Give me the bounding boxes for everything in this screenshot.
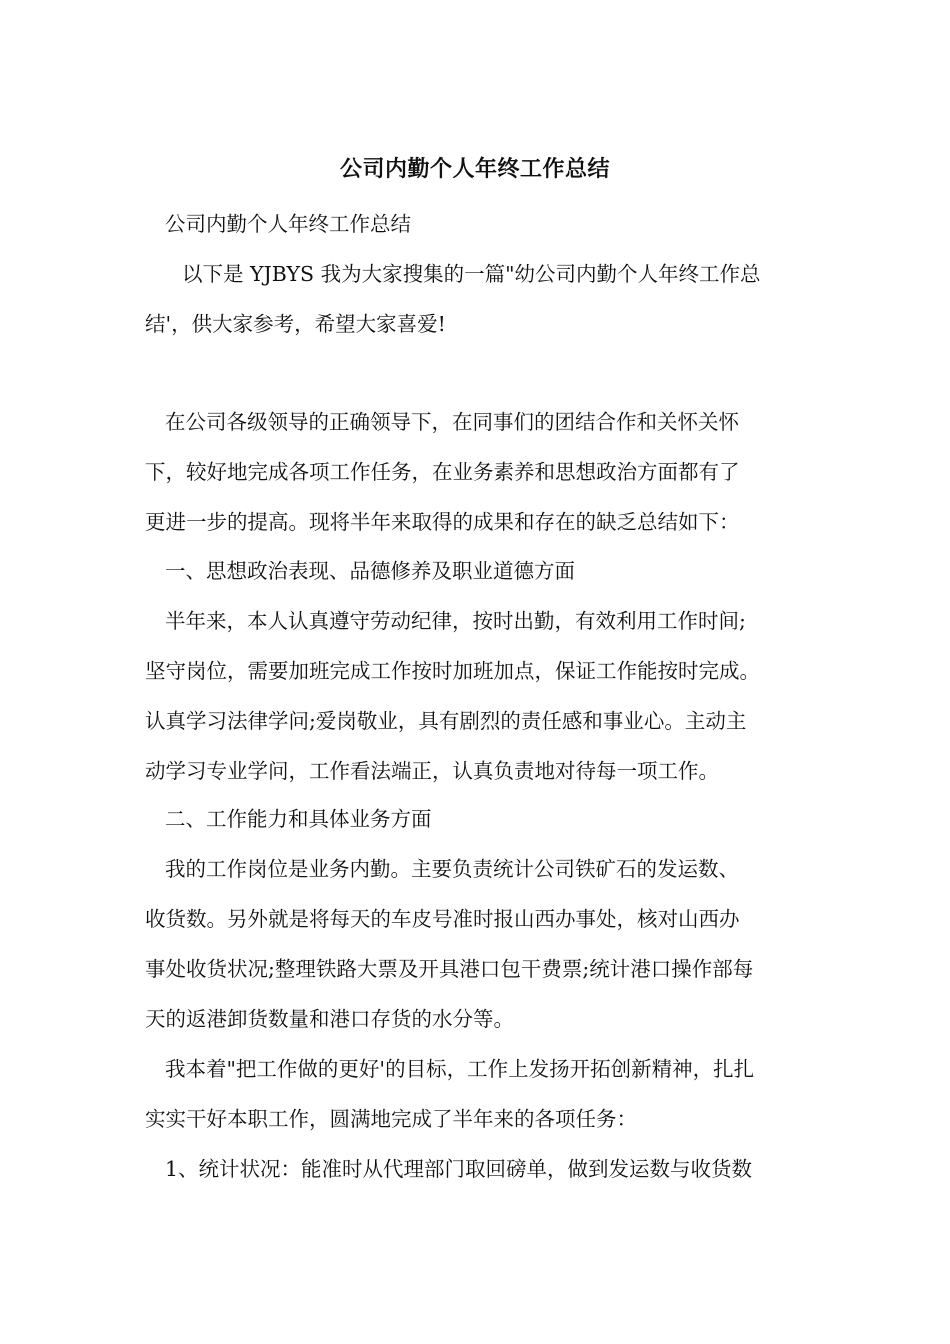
paragraph-line: 坚守岗位，需要加班完成工作按时加班加点，保证工作能按时完成。 bbox=[145, 659, 760, 683]
document-title: 公司内勤个人年终工作总结 bbox=[339, 156, 610, 182]
intro-line: 结'，供大家参考，希望大家喜爱! bbox=[145, 312, 446, 336]
paragraph-line: 认真学习法律学问;爱岗敬业，具有剧烈的责任感和事业心。主动主 bbox=[145, 709, 747, 733]
paragraph-line: 我的工作岗位是业务内勤。主要负责统计公司铁矿石的发运数、 bbox=[165, 857, 739, 881]
paragraph-line: 天的返港卸货数量和港口存货的水分等。 bbox=[145, 1007, 514, 1031]
list-item: 1、统计状况：能准时从代理部门取回磅单，做到发运数与收货数 bbox=[165, 1157, 753, 1181]
paragraph-line: 实实干好本职工作，圆满地完成了半年来的各项任务： bbox=[145, 1107, 637, 1131]
paragraph-line: 更进一步的提高。现将半年来取得的成果和存在的缺乏总结如下： bbox=[145, 510, 740, 534]
paragraph-line: 半年来，本人认真遵守劳动纪律，按时出勤，有效利用工作时间; bbox=[165, 609, 746, 633]
paragraph-line: 收货数。另外就是将每天的车皮号准时报山西办事处，核对山西办 bbox=[145, 907, 740, 931]
paragraph-line: 事处收货状况;整理铁路大票及开具港口包干费票;统计港口操作部每 bbox=[145, 957, 754, 981]
intro-line: 以下是 YJBYS 我为大家搜集的一篇"幼公司内勤个人年终工作总 bbox=[182, 262, 761, 286]
paragraph-line: 在公司各级领导的正确领导下，在同事们的团结合作和关怀关怀 bbox=[165, 410, 739, 434]
section-heading: 一、思想政治表现、品德修养及职业道德方面 bbox=[165, 559, 575, 583]
paragraph-line: 我本着"把工作做的更好'的目标，工作上发扬开拓创新精神，扎扎 bbox=[165, 1057, 755, 1081]
subtitle-line: 公司内勤个人年终工作总结 bbox=[165, 212, 411, 236]
section-heading: 二、工作能力和具体业务方面 bbox=[165, 807, 432, 831]
paragraph-line: 下，较好地完成各项工作任务，在业务素养和思想政治方面都有了 bbox=[145, 460, 740, 484]
paragraph-line: 动学习专业学问，工作看法端正，认真负责地对待每一项工作。 bbox=[145, 759, 719, 783]
